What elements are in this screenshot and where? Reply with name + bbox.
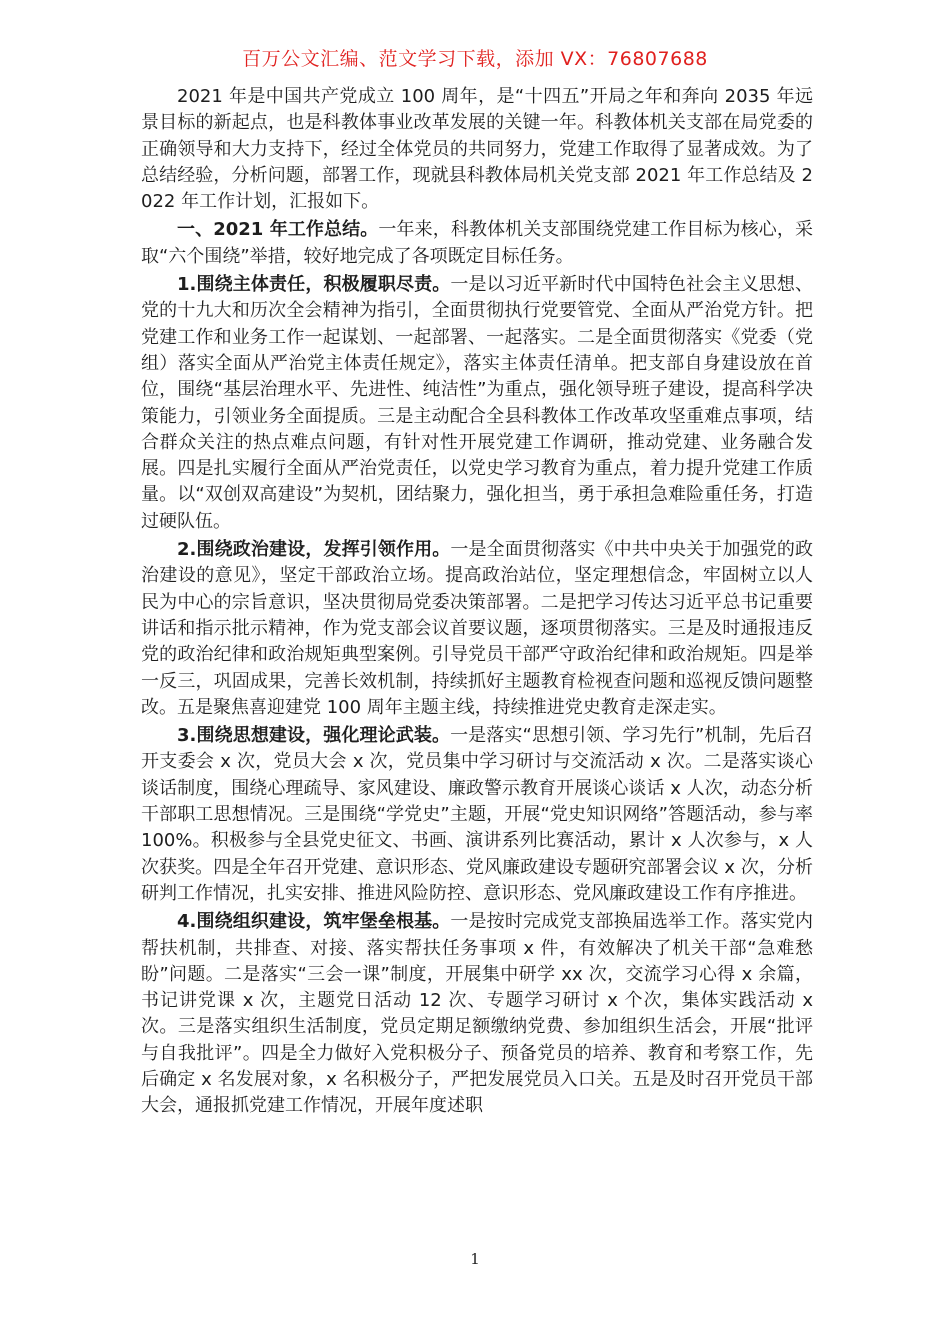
item-heading: 3.围绕思想建设，强化理论武装。 (177, 725, 451, 747)
intro-paragraph: 2021 年是中国共产党成立 100 周年，是“十四五”开局之年和奔向 2035 年远景目标的新起点，也是科教体事业改革发展的关键一年。科教体机关支部在局党委的正确领导和大力支持下，经过全体党员的共同努力，党建工作取得了显著成效。为了总结经验，分析问题，部署工作，现就县科教体局机关党支部 2021 年工作总结及 2022 年工作计划，汇报如下。 (141, 86, 813, 213)
item-text: 一是落实“思想引领、学习先行”机制，先后召开支委会 x 次，党员大会 x 次，党员集中学习研讨与交流活动 x 次。二是落实谈心谈话制度，围绕心理疏导、家风建设、廉政警示教育开展谈心谈话 x 人次，动态分析干部职工思想情况。三是围绕“学党史”主题，开展“党史知识网络”答题活动，参与率 100%。积极参与全县党史征文、书画、演讲系列比赛活动，累计 x 人次参与，x 人次获奖。四是全年召开党建、意识形态、党风廉政建设专题研究部署会议 x 次，分析研判工作情况，扎实安排、推进风险防控、意识形态、党风廉政建设工作有序推进。 (141, 725, 813, 904)
item-heading: 2.围绕政治建设，发挥引领作用。 (177, 539, 451, 561)
item-paragraph-4 (141, 909, 813, 1119)
item-heading: 1.围绕主体责任，积极履职尽责。 (177, 274, 451, 296)
item-text: 一是按时完成党支部换届选举工作。落实党内帮扶机制，共排查、对接、落实帮扶任务事项 x 件，有效解决了机关干部“急难愁盼”问题。二是落实“三会一课”制度，开展集中研学 xx 次，交流学习心得 x 余篇，书记讲党课 x 次，主题党日活动 12 次、专题学习研讨 x 个次，集体实践活动 x 次。三是落实组织生活制度，党员定期足额缴纳党费、参加组织生活会，开展“批评与自我批评”。四是全力做好入党积极分子、预备党员的培养、教育和考察工作，先后确定 x 名发展对象，x 名积极分子，严把发展党员入口关。五是及时召开党员干部大会，通报抓党建工作情况，开展年度述职 (141, 911, 813, 1117)
document-body (141, 84, 813, 1120)
item-text: 一是以习近平新时代中国特色社会主义思想、党的十九大和历次全会精神为指引，全面贯彻执行党要管党、全面从严治党方针。把党建工作和业务工作一起谋划、一起部署、一起落实。二是全面贯彻落实《党委（党组）落实全面从严治党主体责任规定》，落实主体责任清单。把支部自身建设放在首位，围绕“基层治理水平、先进性、纯洁性”为重点，强化领导班子建设，提高科学决策能力，引领业务全面提质。三是主动配合全县科教体工作改革攻坚重难点事项，结合群众关注的热点难点问题，有针对性开展党建工作调研，推动党建、业务融合发展。四是扎实履行全面从严治党责任，以党史学习教育为重点，着力提升党建工作质量。以“双创双高建设”为契机，团结聚力，强化担当，勇于承担急难险重任务，打造过硬队伍。 (141, 274, 813, 532)
item-heading: 4.围绕组织建设，筑牢堡垒根基。 (177, 911, 451, 933)
item-text: 一是全面贯彻落实《中共中央关于加强党的政治建设的意见》，坚定干部政治立场。提高政治站位，坚定理想信念，牢固树立以人民为中心的宗旨意识，坚决贯彻局党委决策部署。二是把学习传达习近平总书记重要讲话和指示批示精神，作为党支部会议首要议题，逐项贯彻落实。三是及时通报违反党的政治纪律和政治规矩典型案例。引导党员干部严守政治纪律和政治规矩。四是举一反三，巩固成果，完善长效机制，持续抓好主题教育检视查问题和巡视反馈问题整改。五是聚焦喜迎建党 100 周年主题主线，持续推进党史教育走深走实。 (141, 539, 813, 718)
page-number: 1 (470, 1250, 480, 1268)
section-text: 一年来，科教体机关支部围绕党建工作目标为核心，采取“六个围绕”举措，较好地完成了各项既定目标任务。 (141, 219, 813, 267)
section-summary-paragraph (141, 217, 813, 270)
section-heading: 一、2021 年工作总结。 (177, 219, 379, 241)
item-paragraph-2 (141, 537, 813, 721)
item-paragraph-1 (141, 272, 813, 535)
watermark-banner: 百万公文汇编、范文学习下载，添加 VX：76807688 (242, 48, 708, 70)
item-paragraph-3 (141, 723, 813, 907)
